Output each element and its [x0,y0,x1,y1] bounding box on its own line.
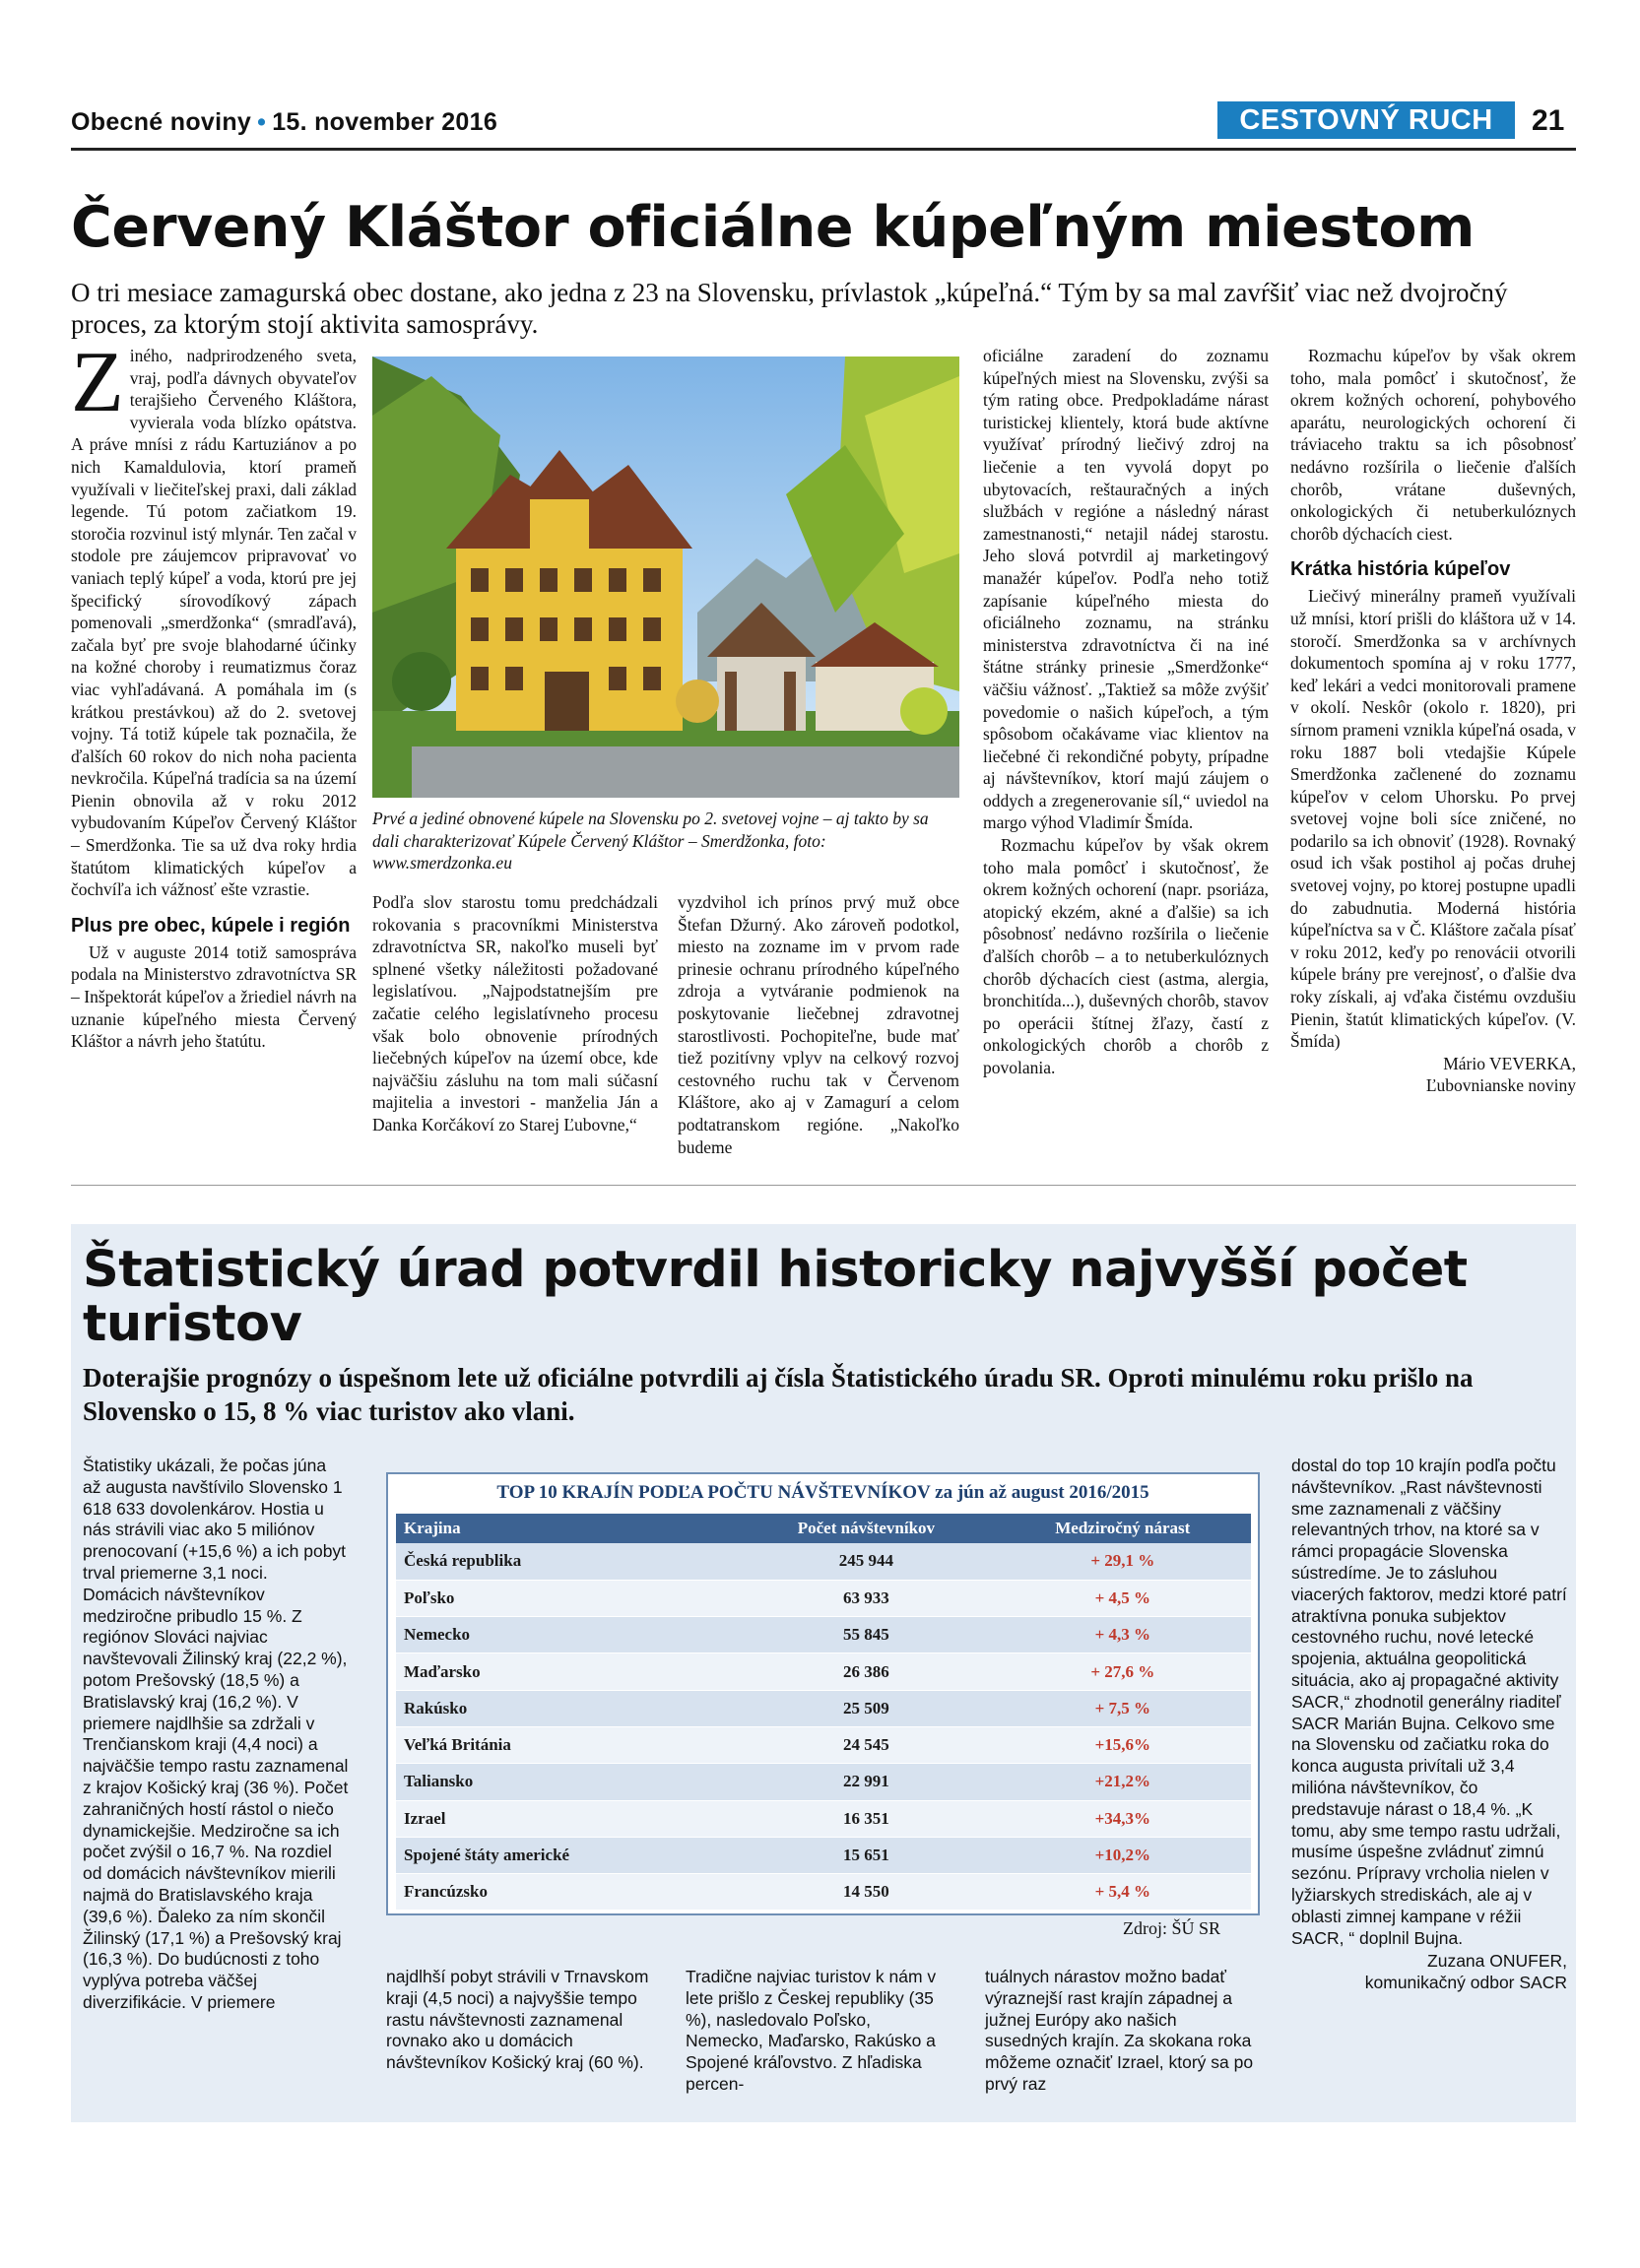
paragraph: Liečivý minerálny prameň využívali už mnísi, ktorí prišli do kláštora už v 14. storočí. Smerdžonka sa v archívnych dokumentoch spomína aj v roku 1777, keď lekári a vedci monitorovali pramene v okolí. Neskôr (okolo r. 1820), pri sírnom prameni vznikla kúpeľná osada, v roku 1887 boli vtedajšie Kúpele Smerdžonka začlenené do zoznamu kúpeľov v celom Uhorsku. Po prvej svetovej vojne boli síce zničené, no podarilo sa ich obnoviť (1928). Rovnaký osud ich však postihol aj počas druhej svetovej vojny, po ktorej postupne upadli do zabudnutia. Moderná história kúpeľníctva sa v Č. Kláštore začala písať v roku 2012, keďy po renovácii otvorili kúpele brány pre verejnosť, o ďalšie dva roky získali, aj vďaka čistému ovzdušiu Pienin, štatút klimatických kúpeľov. (V. Šmída) [1290,586,1576,1052]
article1-column-2 [372,891,658,1136]
table-header-cell: Krajina [396,1514,738,1543]
spa-building-photo [372,356,959,798]
article2-column-3: Tradične najviac turistov k nám v lete prišlo z Českej republiky (35 %), nasledovalo Poľsko, Nemecko, Maďarsko, Rakúsko a Spojené kráľovstvo. Z hľadiska percen- [686,1967,937,2094]
growth-cell: + 29,1 % [995,1543,1251,1580]
article-separator [71,1185,1576,1186]
author-org: komunikačný odbor SACR [1364,1973,1567,1993]
table-header-cell: Počet návštevníkov [738,1514,994,1543]
paragraph: oficiálne zaradení do zoznamu kúpeľných miest na Slovensku, zvýši sa tým rating obce. Predpokladáme nárast turistickej klientely, ktorá bude aktívne využívať prírodný liečivý zdroj na liečenie a ten vyvolá dopyt po ubytovacích, reštauračných a iných službách v regióne a následný nárast zamestnanosti,“ netajil nádej starostu. Jeho slová potvrdil aj marketingový manažér kúpeľov. Podľa neho totiž zapísanie kúpeľného miesta do oficiálneho zoznamu, na stránku ministerstva zdravotníctva či na iné štátne stránky prinesie „Smerdžonke“ väčšiu vážnosť. „Taktiež sa môže zvýšiť povedomie o našich kúpeľoch, a tým spôsobom očakávame viac klientov na liečebné či rekondičné pobyty, prípadne aj návštevníkov, ktorí majú záujem o oddych a zregenerovanie síl,“ uviedol na margo výhod Vladimír Šmída. [983,346,1269,833]
paragraph: Podľa slov starostu tomu predchádzali rokovania s pracovníkmi Ministerstva zdravotníctva SR, nakoľko museli byť splnené všetky náležitosti požadované legislatívou. „Najpodstatnejším pre začatie celého legislatívneho procesu však bolo obnovenie prírodných liečebných kúpeľov na území obce, kde najväčšiu zásluhu na tom mali súčasní majitelia a investori - manželia Ján a Danka Korčákoví zo Starej Ľubovne,“ [372,892,658,1134]
table-row [396,1837,1251,1873]
paragraph-text: iného, nadprirodzeného sveta, vraj, podľa dávnych obyvateľov terajšieho Červeného Kláštora, vyvierala voda blízko opátstva. A práve mnísi z rádu Kartuziánov a po nich Kamaldulovia, ktorí prameň využívali v liečiteľskej praxi, dali základ legende. Tú potom začiatkom 19. storočia rozvinul istý mlynár. Ten začal v stodole pre záujemcov pripravovať vo vaniach teplý kúpeľ a voda, ktorú pre jej špecifický sírovodíkový zápach pomenovali „smerdžonka“ (smradľavá), začala byť pre svoje blahodarné účinky na kožné choroby i reumatizmus čoraz viac vyhľadávaná. A pomáhala im (s krátkou prestávkou) až do 2. svetovej vojny. Tá totiž kúpele tak poznačila, že ďalších 60 rokov do nich noha pacienta nevkročila. Kúpeľná tradícia sa na území Pienin obnovila až v roku 2012 vybudovaním Kúpeľov Červený Kláštor – Smerdžonka. Tie sa už dva roky hrdia štatútom klimatických kúpeľov a čochvíľa ich vážnosť ešte vzrastie. [71,346,357,900]
visitors-cell: 245 944 [738,1543,994,1580]
growth-cell: +34,3% [995,1800,1251,1837]
table-row [396,1543,1251,1580]
article2-column-1: Štatistiky ukázali, že počas júna až augusta navštívilo Slovensko 1 618 633 dovolenkárov. Hostia u nás strávili viac ako 5 miliónov prenocovaní (+15,6 %) a ich pobyt trval priemerne 3,1 noci. Domácich návštevníkov medziročne pribudlo 15 %. Z regiónov Slováci najviac navštevovali Žilinský kraj (22,2 %), potom Prešovský (18,5 %) a Bratislavský kraj (16,2 %). V priemere najdlhšie sa zdržali v Trenčianskom kraji (4,4 noci) a najväčšie tempo rastu zaznamenal z krajov Košický kraj (36 %). Počet zahraničných hostí rástol o niečo dynamickejšie. Medziročne sa ich počet zvýšil o 16,7 %. Na rozdiel od domácich návštevníkov mierili najmä do Bratislavského kraja (39,6 %). Ďaleko za ním skončil Žilinský (17,1 %) a Prešovský kraj (16,3 %). Do budúcnosti z toho vyplýva potreba väčšej diverzifikácie. V priemere [83,1456,349,2012]
visitors-cell: 24 545 [738,1726,994,1763]
table-row [396,1690,1251,1726]
visitors-cell: 55 845 [738,1617,994,1653]
paragraph [71,335,357,901]
country-cell: Spojené štáty americké [396,1837,738,1873]
photo-illustration [372,356,959,798]
table-row [396,1617,1251,1653]
table-row [396,1764,1251,1800]
visitors-cell: 15 651 [738,1837,994,1873]
article2-lead: Doterajšie prognózy o úspešnom lete už oficiálne potvrdili aj čísla Štatistického úradu SR. Oproti minulému roku prišlo na Slovensko o 15, 8 % viac turistov ako vlani. [83,1363,1474,1426]
separator-dot: • [257,108,267,136]
growth-cell: + 5,4 % [995,1874,1251,1911]
country-cell: Nemecko [396,1617,738,1653]
country-cell: Taliansko [396,1764,738,1800]
visitors-cell: 25 509 [738,1690,994,1726]
top10-table-box [386,1472,1260,1915]
article1-lead: O tri mesiace zamagurská obec dostane, ako jedna z 23 na Slovensku, prívlastok „kúpeľná.“ Tým by sa mal zavŕšiť viac než dvojročný proces, za ktorým stojí aktivita samosprávy. [71,278,1508,339]
paragraph: dostal do top 10 krajín podľa počtu návštevníkov. „Rast návštevnosti sme zaznamenali z väčšiny relevantných trhov, na ktoré sa v rámci propagácie Slovenska sústredíme. Je to zásluhou viacerých faktorov, medzi ktoré patrí atraktívna ponuka subjektov cestovného ruchu, nové letecké spojenia, aktuálna geopolitická situácia, ako aj propagačné aktivity SACR,“ zhodnotil generálny riaditeľ SACR Marián Bujna. Celkovo sme na Slovensku od začiatku roka do konca augusta privítali už 3,4 milióna návštevníkov, čo predstavuje nárast o 18,4 %. „K tomu, aby sme tempo rastu udržali, musíme úspešne zvládnuť zimnú sezónu. Prípravy vrcholia nielen v lyžiarskych strediskách, ale aj v oblasti zimnej kampane v réžii SACR, “ doplnil Bujna. [1291,1456,1567,1948]
table-source: Zdroj: ŠÚ SR [1123,1918,1221,1938]
visitors-cell: 26 386 [738,1653,994,1690]
growth-cell: + 4,3 % [995,1617,1251,1653]
author-org: Ľubovnianske noviny [1425,1075,1576,1096]
masthead [71,108,497,137]
paragraph: Rozmachu kúpeľov by však okrem toho mala pomôcť i skutočnosť, že okrem kožných ochorení (napr. psoriáza, atopický ekzém, akné a ďalšie) sa ich pôsobnosť nedávno rozšírila o liečenie ďalších chorôb – a to netuberkulóznych chorôb dýchacích ciest (astma, alergia, bronchitída...), duševných chorôb, stavov po operácii štítnej žľazy, častí z onkologických chorôb a chorôb z povolania. [983,835,1269,1077]
photo-caption: Prvé a jediné obnovené kúpele na Slovensku po 2. svetovej vojne – aj takto by sa dali charakterizovať Kúpele Červený Kláštor – Smerdžonka, foto: www.smerdzonka.eu [372,809,929,874]
top10-table [396,1514,1251,1911]
country-cell: Rakúsko [396,1690,738,1726]
article2-column-4: tuálnych nárastov možno badať výraznejší rast krajín západnej a južnej Európy ako našich susedných krajín. Za skokana roka môžeme označiť Izrael, ktorý sa po prvý raz [985,1967,1254,2094]
growth-cell: +15,6% [995,1726,1251,1763]
table-row [396,1800,1251,1837]
paragraph: Už v auguste 2014 totiž samospráva podala na Ministerstvo zdravotníctva SR – Inšpektorát kúpeľov a žriediel návrh na uznanie kúpeľného miesta Červený Kláštor a návrh jeho štatútu. [71,941,357,1052]
country-cell: Česká republika [396,1543,738,1580]
table-header-cell: Medziročný nárast [995,1514,1251,1543]
table-row [396,1874,1251,1911]
article1-column-4 [983,345,1269,1079]
article2-title: Štatistický úrad potvrdil historicky najvyšší počet turistov [83,1241,1468,1353]
article1-column-3 [678,891,959,1158]
growth-cell: + 7,5 % [995,1690,1251,1726]
country-cell: Izrael [396,1800,738,1837]
table-row [396,1726,1251,1763]
visitors-cell: 14 550 [738,1874,994,1911]
country-cell: Maďarsko [396,1653,738,1690]
country-cell: Poľsko [396,1580,738,1616]
issue-date: 15. november 2016 [272,108,498,136]
paragraph: Rozmachu kúpeľov by však okrem toho, mala pomôcť i skutočnosť, že okrem kožných ochorení, pohybového aparátu, neurologických ochorení či tráviaceho traktu sa ich pôsobnosť nedávno rozšírila o liečenie ďalších chorôb, vrátane duševných, onkologických či netuberkulóznych chorôb dýchacích ciest. [1290,346,1576,544]
table-row [396,1653,1251,1690]
subheading: Plus pre obec, kúpele i región [71,914,351,937]
drop-cap: Z [71,335,124,430]
author-name: Zuzana ONUFER, [1427,1951,1567,1972]
article1-column-5 [1290,345,1576,1097]
section-label: CESTOVNÝ RUCH [1217,101,1515,139]
article2-column-5 [1291,1456,1567,1994]
article2-column-2: najdlhší pobyt strávili v Trnavskom kraji (4,5 noci) a najvyššie tempo rastu návštevnosti zaznamenal rovnako ako u domácich návštevníkov Košický kraj (60 %). [386,1967,649,2073]
article1-column-1 [71,335,357,1053]
country-cell: Veľká Británia [396,1726,738,1763]
author-name: Mário VEVERKA, [1443,1053,1576,1073]
table-header-row [396,1514,1251,1543]
table-row [396,1580,1251,1616]
visitors-cell: 63 933 [738,1580,994,1616]
header-rule [71,148,1576,151]
visitors-cell: 22 991 [738,1764,994,1800]
visitors-cell: 16 351 [738,1800,994,1837]
growth-cell: +21,2% [995,1764,1251,1800]
growth-cell: + 4,5 % [995,1580,1251,1616]
growth-cell: + 27,6 % [995,1653,1251,1690]
paragraph: vyzdvihol ich prínos prvý muž obce Štefan Džurný. Ako zároveň podotkol, miesto na zozname im v prvom rade prinesie ochranu prírodného kúpeľného zdroja a vytváranie podmienok na poskytovanie liečebnej zdravotnej starostlivosti. Pochopiteľne, bude mať tiež pozitívny vplyv na celkový rozvoj cestovného ruchu tak v Červenom Kláštore, ako aj v Zamagurí a celom podtatranskom regióne. „Nakoľko budeme [678,892,959,1157]
page-number: 21 [1532,104,1565,137]
table-title: TOP 10 KRAJÍN PODĽA POČTU NÁVŠTEVNÍKOV za jún až august 2016/2015 [496,1482,1149,1503]
article1-title: Červený Kláštor oficiálne kúpeľným miestom [71,195,1475,260]
growth-cell: +10,2% [995,1837,1251,1873]
country-cell: Francúzsko [396,1874,738,1911]
subheading: Krátka história kúpeľov [1290,558,1511,581]
paper-name: Obecné noviny [71,108,252,136]
